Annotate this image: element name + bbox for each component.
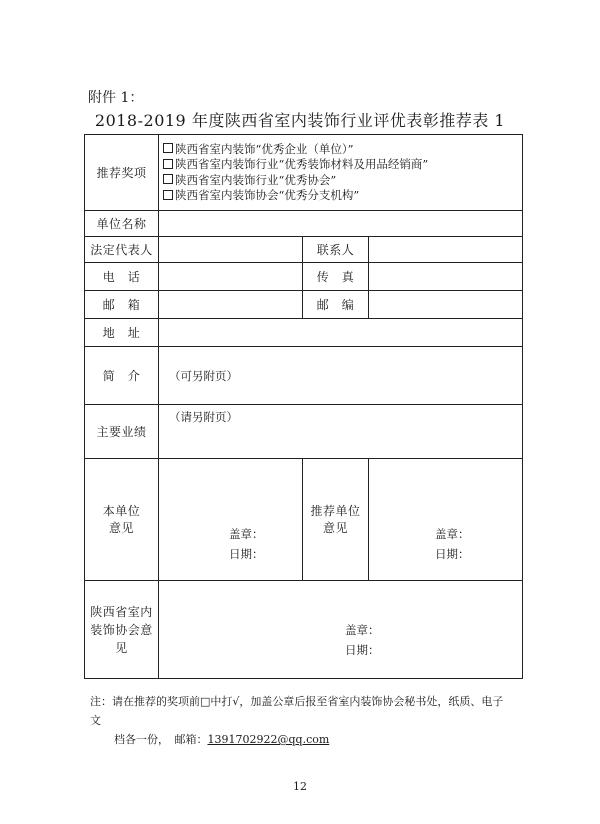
address-row bbox=[85, 319, 523, 347]
association-date-label: 日期： bbox=[345, 642, 380, 657]
intro-field[interactable] bbox=[159, 347, 523, 405]
association-opinion-label: 陕西省室内 装饰协会意 见 bbox=[85, 581, 159, 679]
footnote-line-2-prefix: 档各一份， 邮箱： bbox=[114, 733, 208, 746]
legal-rep-row bbox=[85, 237, 523, 263]
achievements-row bbox=[85, 405, 523, 459]
address-label: 地 址 bbox=[85, 319, 159, 347]
unit-opinion-field[interactable] bbox=[159, 459, 303, 581]
mailbox-row bbox=[85, 291, 523, 319]
achievements-label: 主要业绩 bbox=[85, 405, 159, 459]
footnote bbox=[90, 692, 510, 749]
award-label: 推荐奖项 bbox=[85, 135, 159, 211]
footnote-line-2 bbox=[90, 730, 510, 749]
intro-label: 简 介 bbox=[85, 347, 159, 405]
fax-label: 传 真 bbox=[303, 263, 369, 291]
fax-field[interactable] bbox=[369, 263, 523, 291]
form-title: 2018-2019 年度陕西省室内装饰行业评优表彰推荐表 1 bbox=[94, 111, 506, 130]
award-option-2[interactable] bbox=[163, 157, 522, 173]
attachment-label: 附件 1： bbox=[88, 90, 144, 106]
intro-note: （可另附页） bbox=[169, 368, 238, 383]
recommending-date-label: 日期： bbox=[435, 546, 470, 561]
phone-row bbox=[85, 263, 523, 291]
award-option-4[interactable] bbox=[163, 188, 522, 204]
recommending-opinion-field[interactable] bbox=[369, 459, 523, 581]
unit-name-label: 单位名称 bbox=[85, 211, 159, 237]
checkbox-icon[interactable] bbox=[163, 143, 173, 153]
mailbox-label: 邮 箱 bbox=[85, 291, 159, 319]
address-field[interactable] bbox=[159, 319, 523, 347]
achievements-field[interactable] bbox=[159, 405, 523, 459]
association-opinion-row bbox=[85, 581, 523, 679]
legal-rep-label: 法定代表人 bbox=[85, 237, 159, 263]
footnote-line-1: 注：请在推荐的奖项前□中打√，加盖公章后报至省室内装饰协会秘书处，纸质、电子文 bbox=[90, 695, 504, 727]
contact-field[interactable] bbox=[369, 237, 523, 263]
unit-name-field[interactable] bbox=[159, 211, 523, 237]
recommendation-form-table bbox=[84, 134, 523, 679]
checkbox-icon[interactable] bbox=[163, 159, 173, 169]
recommending-seal-label: 盖章： bbox=[435, 526, 470, 541]
page-number: 12 bbox=[293, 780, 307, 793]
checkbox-icon[interactable] bbox=[163, 190, 173, 200]
award-options-cell bbox=[159, 135, 523, 211]
award-option-1[interactable] bbox=[163, 142, 522, 158]
legal-rep-field[interactable] bbox=[159, 237, 303, 263]
phone-field[interactable] bbox=[159, 263, 303, 291]
unit-seal-label: 盖章： bbox=[229, 526, 264, 541]
award-option-3-label: 陕西省室内装饰行业“优秀协会” bbox=[175, 172, 337, 187]
award-option-1-label: 陕西省室内装饰“优秀企业（单位）” bbox=[175, 141, 354, 156]
intro-row bbox=[85, 347, 523, 405]
association-seal-label: 盖章： bbox=[345, 622, 380, 637]
contact-label: 联系人 bbox=[303, 237, 369, 263]
award-option-2-label: 陕西省室内装饰行业“优秀装饰材料及用品经销商” bbox=[175, 157, 429, 171]
opinion-row bbox=[85, 459, 523, 581]
award-option-4-label: 陕西省室内装饰协会“优秀分支机构” bbox=[175, 188, 360, 202]
association-opinion-field[interactable] bbox=[159, 581, 523, 679]
recommending-opinion-label: 推荐单位 意见 bbox=[303, 459, 369, 581]
checkbox-icon[interactable] bbox=[163, 174, 173, 184]
achievements-note: （请另附页） bbox=[169, 410, 238, 424]
unit-date-label: 日期： bbox=[229, 546, 264, 561]
postcode-field[interactable] bbox=[369, 291, 523, 319]
unit-name-row bbox=[85, 211, 523, 237]
phone-label: 电 话 bbox=[85, 263, 159, 291]
unit-opinion-label: 本单位 意见 bbox=[85, 459, 159, 581]
email-link[interactable]: 1391702922@qq.com bbox=[207, 733, 330, 746]
mailbox-field[interactable] bbox=[159, 291, 303, 319]
award-row bbox=[85, 135, 523, 211]
postcode-label: 邮 编 bbox=[303, 291, 369, 319]
award-option-3[interactable] bbox=[163, 173, 522, 189]
